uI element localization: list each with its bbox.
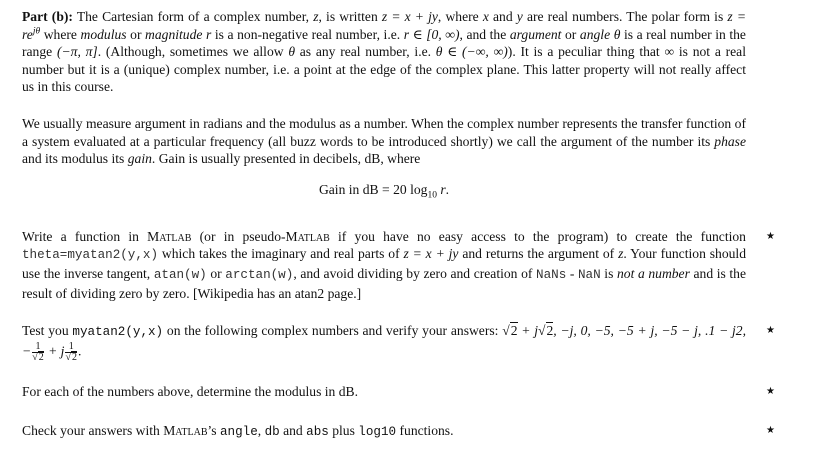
sqrt-value: 2 [546, 323, 554, 339]
equation-lhs: Gain in dB [318, 181, 379, 197]
sqrt-value: 2 [510, 323, 518, 339]
math: (−π, π] [56, 44, 98, 60]
paragraph-check [22, 422, 775, 442]
star-icon: ★ [766, 325, 775, 337]
code-nans: NaNs [536, 267, 567, 282]
text: as any real number, i.e. [295, 44, 436, 60]
math: θ [288, 44, 295, 60]
code-arctan: arctan(w) [225, 267, 294, 282]
math: r [206, 26, 212, 42]
math: z = x + jy [381, 9, 438, 24]
star-icon: ★ [766, 425, 775, 437]
text: Write a function in [22, 228, 148, 244]
term-angle: angle [579, 26, 611, 42]
paragraph-modulus-db [22, 383, 775, 401]
math: z = re [22, 9, 746, 42]
fraction-numerator: 1 [32, 342, 44, 353]
text: (or in pseudo- [191, 228, 286, 244]
math: + j [517, 323, 539, 339]
star-icon: ★ [766, 230, 775, 242]
code-angle: angle [219, 425, 258, 440]
text: or [561, 26, 580, 42]
math: θ [613, 26, 621, 42]
fraction [65, 342, 77, 363]
part-label: Part (b): [22, 9, 73, 24]
code-db: db [264, 425, 280, 440]
math: z [618, 246, 624, 262]
matlab-name: Matlab [147, 228, 192, 244]
matlab-name: Matlab [163, 423, 208, 439]
code-nan: NaN [578, 267, 601, 282]
fraction-denominator: √2 [32, 351, 44, 363]
matlab-name: Matlab [285, 228, 330, 244]
text: are real numbers. The polar form is [522, 9, 728, 24]
code-myatan2: myatan2(y,x) [72, 325, 164, 340]
equation-end: . [445, 181, 450, 197]
text: ). It is a peculiar thing that [507, 44, 665, 60]
gain-equation [22, 180, 746, 202]
text: , and avoid dividing by zero and creation of [293, 265, 537, 281]
text: is not a real number but it is a (unique) complex number, i.e. a point at the edge of the complex plane. This latter property will not really affect us in this course. [22, 44, 746, 95]
code-function-signature: theta=myatan2(y,x) [22, 248, 159, 263]
sqrt-symbol: √ [538, 323, 546, 339]
text: . [77, 343, 82, 359]
text: - [566, 265, 578, 281]
text: We usually measure argument in radians and the modulus as a number. When the complex number represents the transfer function of a system evaluated at a particular frequency (all buzz words to be introduced shortly) we call the argument of the number its [22, 115, 746, 149]
text: . Your function should use the inverse tangent, [22, 246, 746, 281]
math: ∞ [664, 44, 675, 60]
equation-rhs: = 20 log [378, 181, 428, 197]
math: + j [44, 343, 65, 359]
math: z = x + jy [403, 246, 459, 262]
paragraph-measurement [22, 115, 746, 168]
text: , where [437, 9, 483, 24]
text: functions. [396, 423, 454, 439]
math: r ∈ [0, ∞) [403, 26, 460, 42]
text: and [279, 423, 307, 439]
text: and [488, 9, 517, 24]
text: plus [328, 423, 359, 439]
term-argument: argument [509, 26, 562, 42]
math: y [516, 9, 523, 24]
text: , [257, 423, 265, 439]
equation-subscript: 10 [427, 190, 437, 201]
star-icon: ★ [766, 385, 775, 397]
paragraph-task-function [22, 228, 775, 302]
text: is [600, 265, 617, 281]
code-abs: abs [306, 425, 329, 440]
sqrt-value: 2 [71, 351, 77, 363]
text: if you have no easy access to the program) to create the function [329, 228, 746, 244]
text: , and the [459, 26, 510, 42]
term-gain: gain [127, 151, 152, 167]
paragraph-test [22, 322, 775, 363]
text: is a non-negative real number, i.e. [211, 26, 404, 42]
math: , −j, 0, −5, −5 + j, −5 − j, .1 − j2, − [22, 323, 746, 359]
text: and is the result of dividing zero by zero. [Wikipedia has an atan2 page.] [22, 265, 747, 301]
text: is a real number in the range [22, 26, 746, 60]
term-not-a-number: not a number [616, 265, 690, 281]
text: which takes the imaginary and real parts of [158, 246, 404, 262]
code-atan: atan(w) [153, 267, 207, 282]
fraction [32, 342, 44, 363]
text: where [40, 26, 81, 42]
math-exponent: jθ [32, 26, 41, 37]
term-phase: phase [714, 133, 746, 149]
term-modulus: modulus [80, 26, 127, 42]
text: . Gain is usually presented in decibels, dB, where [151, 151, 421, 167]
term-magnitude: magnitude [145, 26, 203, 42]
text: or [206, 265, 226, 281]
equation-variable: r [436, 181, 446, 197]
text: . (Although, sometimes we allow [97, 44, 289, 60]
math: z [313, 9, 319, 24]
fraction-numerator: 1 [65, 342, 77, 353]
text: ’s [207, 423, 220, 439]
sqrt-symbol: √ [502, 323, 510, 339]
math: θ ∈ (−∞, ∞) [435, 44, 508, 60]
text: on the following complex numbers and verify your answers: [163, 323, 503, 339]
text: Test you [22, 323, 73, 339]
text: and its modulus its [22, 151, 128, 167]
text: For each of the numbers above, determine the modulus in dB. [22, 383, 358, 399]
paragraph-part-b [22, 8, 746, 96]
sqrt-value: 2 [38, 351, 44, 363]
text: , is written [318, 9, 382, 24]
code-log10: log10 [358, 425, 397, 440]
math: x [482, 9, 489, 24]
text: or [126, 26, 146, 42]
text: Check your answers with [22, 423, 164, 439]
fraction-denominator: √2 [65, 351, 77, 363]
text: and returns the argument of [458, 246, 619, 262]
text: The Cartesian form of a complex number, [72, 9, 314, 24]
